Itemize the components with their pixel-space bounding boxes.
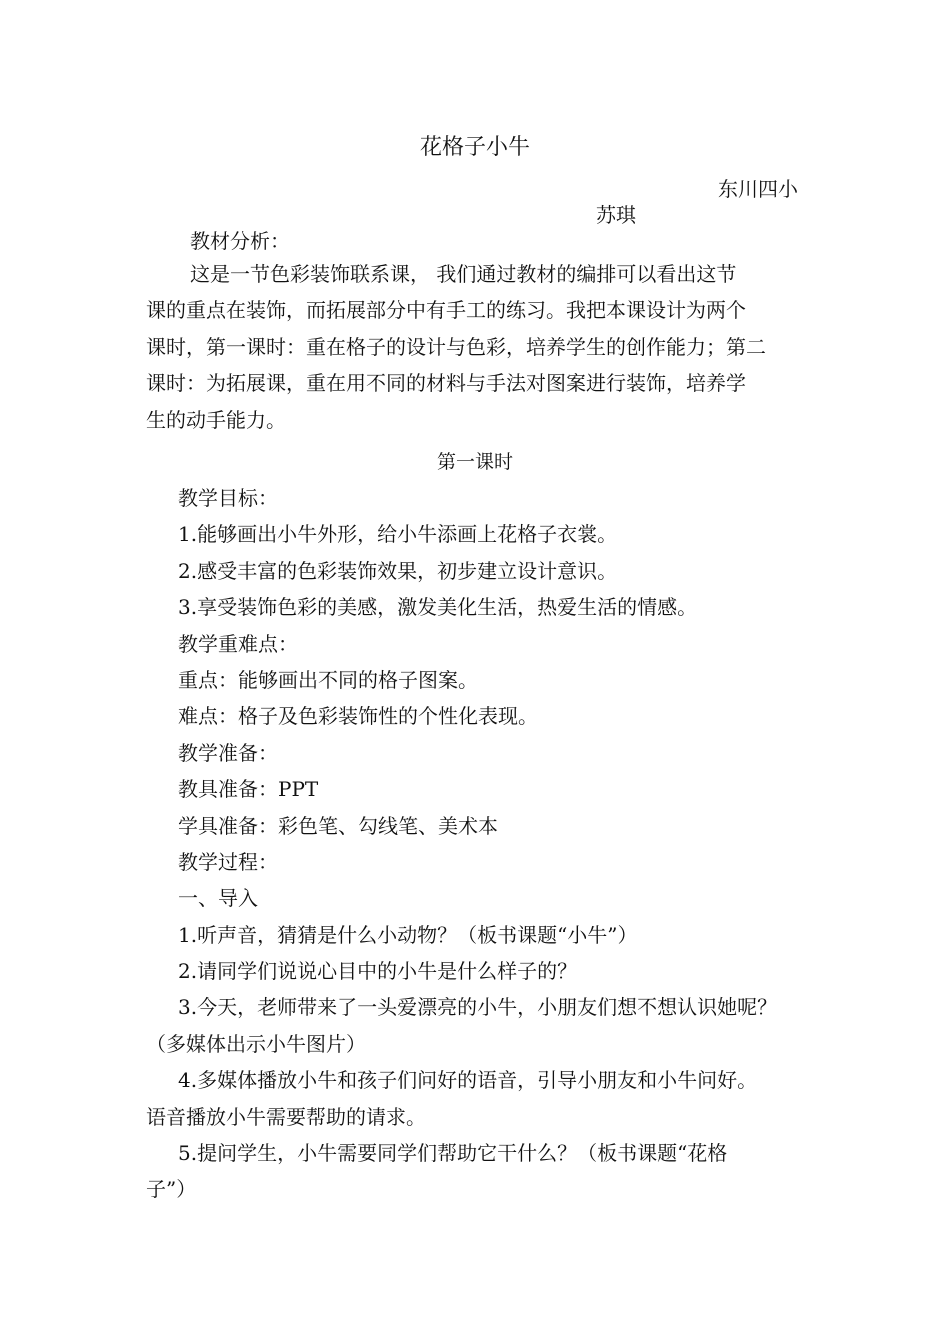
content-line: 教学目标： (178, 486, 278, 510)
content-line: 教学重难点： (178, 631, 298, 656)
author-name: 苏琪 (596, 203, 636, 227)
content-line: 2.请同学们说说心目中的小牛是什么样子的？ (178, 959, 578, 984)
content-line: 3.今天，老师带来了一头爱漂亮的小牛，小朋友们想不想认识她呢？ (178, 995, 778, 1020)
author-school: 东川四小 (718, 177, 798, 201)
analysis-line: 这是一节色彩装饰联系课， 我们通过教材的编排可以看出这节 (190, 262, 737, 286)
section-title: 第一课时 (436, 451, 513, 473)
content-line: 教具准备：PPT (178, 777, 319, 802)
content-line: 子”） (146, 1177, 197, 1202)
analysis-line: 生的动手能力。 (146, 407, 286, 432)
analysis-heading: 教材分析： (190, 229, 290, 253)
content-line: 3.享受装饰色彩的美感，激发美化生活，热爱生活的情感。 (178, 595, 698, 620)
content-line: 难点：格子及色彩装饰性的个性化表现。 (178, 704, 538, 729)
content-line: 4.多媒体播放小牛和孩子们问好的语音，引导小朋友和小牛问好。 (178, 1068, 758, 1093)
lesson-content (146, 480, 836, 1208)
content-line: 教学准备： (178, 740, 278, 765)
analysis-paragraph (146, 256, 812, 438)
document-title: 花格子小牛 (419, 135, 530, 160)
content-line: 学具准备：彩色笔、勾线笔、美术本 (178, 813, 498, 838)
analysis-line: 课的重点在装饰，而拓展部分中有手工的练习。我把本课设计为两个 (146, 298, 746, 323)
content-line: 2.感受丰富的色彩装饰效果，初步建立设计意识。 (178, 558, 618, 583)
content-line: 语音播放小牛需要帮助的请求。 (146, 1104, 426, 1129)
content-line: 1.听声音，猜猜是什么小动物？（板书课题“小牛”） (178, 922, 638, 947)
analysis-line: 课时：为拓展课，重在用不同的材料与手法对图案进行装饰，培养学 (146, 371, 746, 396)
analysis-line: 课时，第一课时：重在格子的设计与色彩，培养学生的创作能力；第二 (146, 334, 766, 359)
content-line: 教学过程： (178, 849, 278, 874)
content-line: 重点：能够画出不同的格子图案。 (178, 667, 478, 692)
content-line: （多媒体出示小牛图片） (146, 1031, 366, 1056)
content-line: 5.提问学生，小牛需要同学们帮助它干什么？（板书课题“花格 (178, 1141, 728, 1166)
content-line: 一、导入 (178, 886, 258, 911)
content-line: 1.能够画出小牛外形，给小牛添画上花格子衣裳。 (178, 522, 618, 547)
